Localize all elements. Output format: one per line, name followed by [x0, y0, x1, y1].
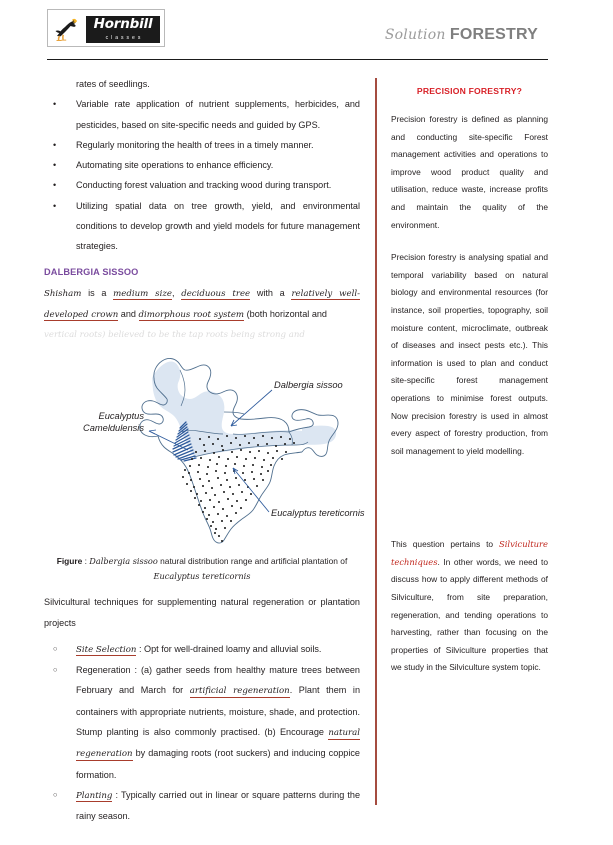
list-item: • Automating site operations to enhance efficiency.: [44, 155, 360, 175]
item-rest: : Typically carried out in linear or square patterns during the rainy season.: [76, 789, 360, 822]
map-label-dalbergia: Dalbergia sissoo: [274, 380, 343, 391]
shisham-t1: is a: [81, 287, 114, 298]
shisham-u4: dimorphous root system: [138, 309, 245, 320]
figure-distribution-map: [44, 340, 365, 552]
continuation-line: rates of seedlings.: [76, 79, 150, 89]
item-mid: . Plant them in containers with appropriate nutrients, moisture, shade, and protection. Stump planting is also commonly practised. (b) Encourage: [76, 685, 360, 738]
sidebar-column: [391, 86, 548, 692]
sidebar-p3-after: . In other words, we need to discuss how to apply different methods of Silviculture, from site preparation, regeneration, and tending operations to harvesting, rather than focusing on the properties of Silviculture properties that we study in the Silviculture system topic.: [391, 556, 548, 673]
sidebar-paragraph-1: Precision forestry is defined as planning and conducting site-specific Forest management activities and operations to improve wood product quality and utilisation, reduce waste, increase profits and maintain the quality of the environment.: [391, 114, 548, 230]
term-planting: Planting: [76, 790, 113, 801]
precision-practices-list: [44, 94, 360, 256]
map-label-cameldulensis-line1: Eucalyptus: [98, 411, 144, 422]
figure-caption-species-1: Dalbergia sissoo: [89, 556, 158, 567]
header-title-bold: FORESTRY: [449, 26, 538, 43]
clipped-text-line: vertical roots) believed to be the tap roots being strong and: [44, 330, 305, 341]
shisham-u2: deciduous tree: [181, 288, 251, 299]
section-heading-dalbergia: DALBERGIA SISSOO: [44, 266, 139, 277]
sidebar-paragraph-3: [391, 536, 548, 677]
shisham-term: Shisham: [44, 288, 82, 299]
hornbill-bird-icon: [53, 14, 83, 44]
sidebar-heading: PRECISION FORESTRY?: [416, 86, 523, 96]
page-header: [0, 0, 613, 62]
shisham-paragraph: [44, 283, 360, 326]
list-item: [44, 639, 360, 660]
term-artificial-regeneration: artificial regeneration: [189, 686, 290, 697]
figure-caption-sep: :: [82, 556, 90, 567]
map-label-tereticornis: Eucalyptus tereticornis: [271, 508, 365, 519]
map-label-cameldulensis-line2: Cameldulensis: [83, 423, 144, 434]
figure-caption-label: Figure: [56, 556, 83, 567]
sidebar-paragraph-2: Precision forestry is analysing spatial and temporal variability based on natural biology and environmental resources (for instance, soil properties, topography, soil moisture content, microclimate, outbreak of diseases and insect pests etc.). This information is used to plan and conduct site-specific forest management operations to minimise forest outputs. Now precision forestry is used in almost every aspect of forestry production, from soil management to yield modelling.: [391, 252, 548, 456]
figure-caption-mid: natural distribution range and artificial plantation of: [157, 556, 348, 567]
header-title: [385, 26, 538, 44]
logo-sub-text: classes: [86, 33, 160, 43]
item-rest: : Opt for well-drained loamy and alluvial soils.: [136, 643, 322, 654]
arrow-tereticornis: [233, 468, 269, 512]
hornbill-logo: [47, 9, 165, 47]
header-rule: [47, 59, 548, 60]
figure-caption: [44, 554, 360, 583]
column-divider: [375, 78, 377, 805]
list-item: [44, 785, 360, 827]
silvicultural-techniques-list: [44, 639, 360, 827]
shisham-t4: and: [118, 308, 139, 319]
shisham-u3: relatively well-developed crown: [44, 288, 360, 320]
list-item: • Conducting forest valuation and tracking wood during transport.: [44, 175, 360, 195]
list-item: [44, 660, 360, 785]
sidebar-p3-emphasis: Silviculture techniques: [391, 539, 548, 567]
shisham-t3: with a: [250, 287, 292, 298]
item-rest: by damaging roots (root suckers) and inducing coppice formation.: [76, 748, 360, 780]
main-content-column: [44, 74, 365, 827]
item-before: Regeneration : (a) gather seeds from healthy mature trees between February and March for: [76, 665, 360, 696]
figure-caption-species-2: Eucalyptus tereticornis: [153, 570, 251, 581]
list-item: • Variable rate application of nutrient supplements, herbicides, and pesticides, based on site-specific needs and guided by GPS.: [44, 94, 360, 135]
sidebar-p3-before: This question pertains to: [391, 539, 499, 550]
header-title-script: Solution: [384, 27, 446, 43]
term-site-selection: Site Selection: [76, 644, 137, 655]
list-item: • Regularly monitoring the health of trees in a timely manner.: [44, 135, 360, 155]
logo-brand-text: Hornbill: [86, 16, 160, 33]
shisham-t5: (both horizontal and: [244, 308, 327, 319]
shisham-u1: medium size: [113, 288, 172, 299]
term-natural-regeneration: natural regeneration: [76, 728, 360, 760]
list-item: • Utilizing spatial data on tree growth, yield, and environmental conditions to develop growth and yield models for future management strategies.: [44, 196, 360, 257]
silvicultural-intro: Silvicultural techniques for supplementing natural regeneration or plantation projects: [44, 597, 360, 628]
india-distribution-map-svg: [44, 340, 365, 552]
shisham-t2: ,: [171, 287, 182, 298]
